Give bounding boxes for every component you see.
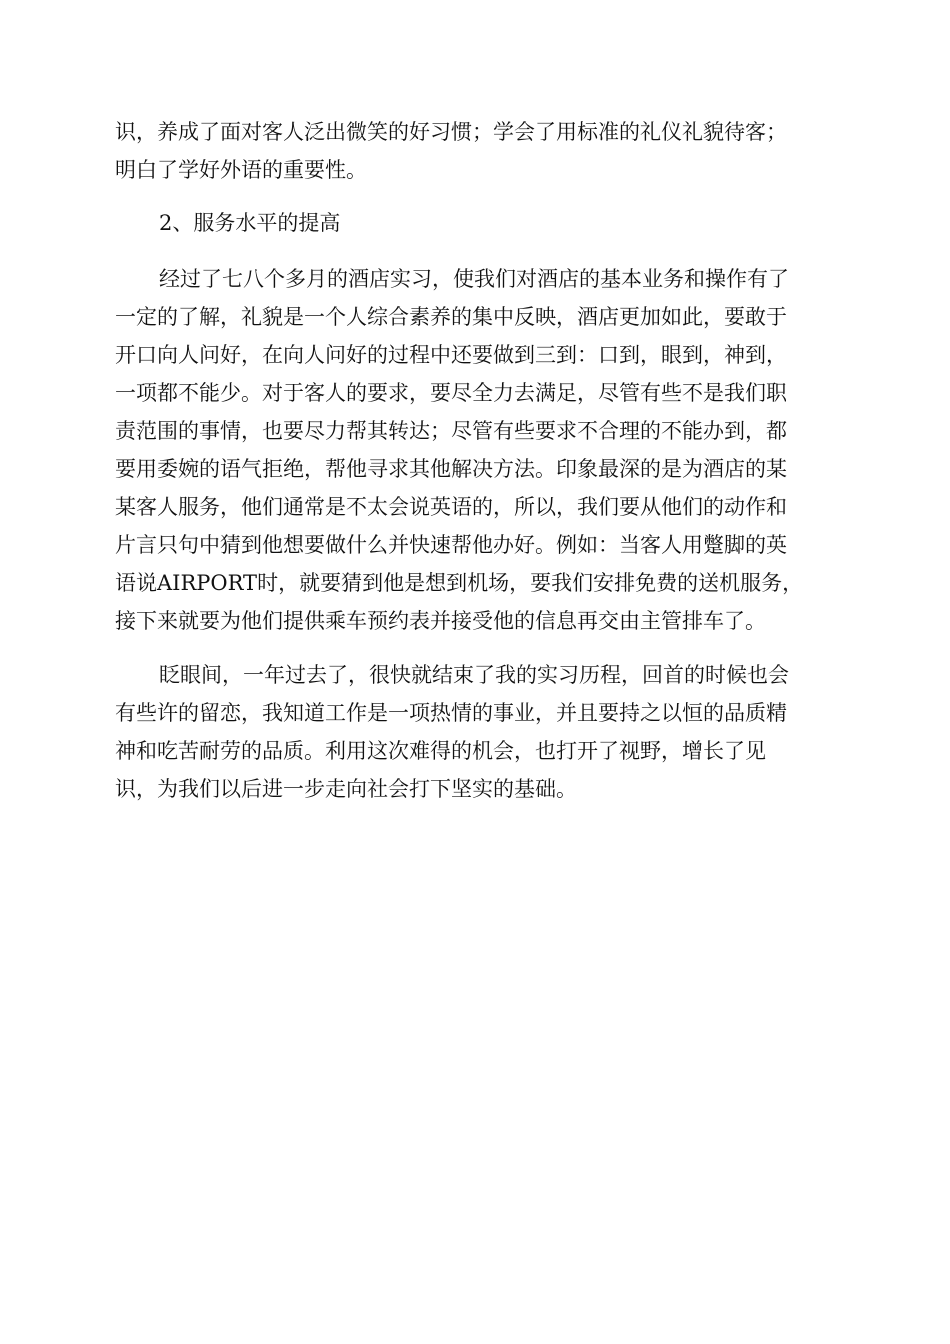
paragraph-line: 片言只句中猜到他想要做什么并快速帮他办好。例如：当客人用蹩脚的英 xyxy=(115,533,787,557)
paragraph-conclusion xyxy=(115,656,845,808)
paragraph-continuation xyxy=(115,113,845,189)
paragraph-service xyxy=(115,260,845,640)
paragraph-line: 语说AIRPORT时，就要猜到他是想到机场，要我们安排免费的送机服务， xyxy=(115,571,804,595)
paragraph-line: 要用委婉的语气拒绝，帮他寻求其他解决方法。印象最深的是为酒店的某 xyxy=(115,457,787,481)
paragraph-line: 明白了学好外语的重要性。 xyxy=(115,158,367,182)
paragraph-line: 经过了七八个多月的酒店实习，使我们对酒店的基本业务和操作有了 xyxy=(159,267,789,291)
paragraph-line: 开口向人问好，在向人问好的过程中还要做到三到：口到，眼到，神到， xyxy=(115,343,787,367)
section-heading: 2、服务水平的提高 xyxy=(159,211,341,235)
paragraph-line: 有些许的留恋，我知道工作是一项热情的事业，并且要持之以恒的品质精 xyxy=(115,701,787,725)
paragraph-line: 接下来就要为他们提供乘车预约表并接受他的信息再交由主管排车了。 xyxy=(115,609,766,633)
paragraph-line: 责范围的事情，也要尽力帮其转达；尽管有些要求不合理的不能办到，都 xyxy=(115,419,787,443)
paragraph-line: 一项都不能少。对于客人的要求，要尽全力去满足，尽管有些不是我们职 xyxy=(115,381,787,405)
paragraph-line: 识，养成了面对客人泛出微笑的好习惯；学会了用标准的礼仪礼貌待客； xyxy=(115,120,787,144)
paragraph-line: 神和吃苦耐劳的品质。利用这次难得的机会，也打开了视野，增长了见 xyxy=(115,739,766,763)
paragraph-line: 一定的了解，礼貌是一个人综合素养的集中反映，酒店更加如此，要敢于 xyxy=(115,305,787,329)
paragraph-line: 某客人服务，他们通常是不太会说英语的，所以，我们要从他们的动作和 xyxy=(115,495,787,519)
paragraph-line: 眨眼间，一年过去了，很快就结束了我的实习历程，回首的时候也会 xyxy=(159,663,789,687)
paragraph-line: 识，为我们以后进一步走向社会打下坚实的基础。 xyxy=(115,777,577,801)
section-heading-block xyxy=(115,204,845,242)
